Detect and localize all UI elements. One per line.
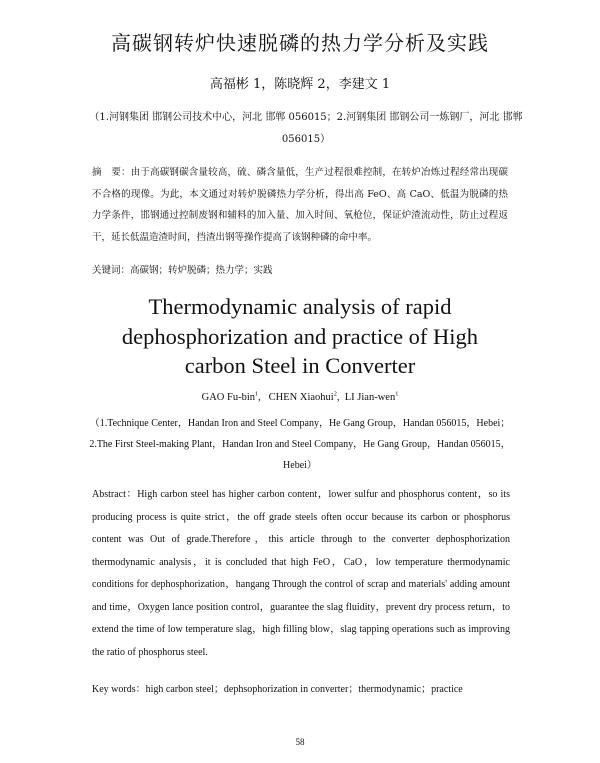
chinese-keywords-text: 高碳钢；转炉脱磷；热力学；实践 (130, 265, 273, 276)
english-author-2: CHEN Xiaohui (268, 392, 334, 403)
english-keywords-text: high carbon steel；dephsophorization in converter；thermodynamic；practice (145, 684, 463, 695)
english-abstract (92, 484, 510, 664)
chinese-keywords (92, 263, 508, 279)
english-title-line-1: Thermodynamic analysis of rapid (148, 294, 452, 319)
english-affiliation: （1.Technique Center，Handan Iron and Steel Company，He Gang Group，Handan 056015，Hebei；2.The First Steel-making Plant，Handan Iron and Steel Company，He Gang Group，Handan 056015，Hebei） (89, 418, 511, 471)
english-author-2-sup: 2 (333, 390, 337, 398)
chinese-abstract (92, 162, 508, 248)
page-number: 58 (295, 737, 305, 747)
english-abstract-label: Abstract： (92, 489, 138, 500)
english-author-1: GAO Fu-bin (201, 392, 256, 403)
chinese-affiliation: （1.河钢集团 邯钢公司技术中心，河北 邯郸 056015；2.河钢集团 邯钢公司一炼钢厂，河北 邯郸 056015） (89, 112, 523, 145)
english-title-line-3: carbon Steel in Converter (184, 353, 416, 378)
english-title-line-2: dephosphorization and practice of High (121, 323, 479, 349)
english-author-3: LI Jian-wen (344, 392, 396, 403)
chinese-abstract-label: 摘 要： (92, 167, 131, 178)
english-keywords-label: Key words： (92, 684, 146, 695)
chinese-authors: 高福彬 1，陈晓辉 2，李建文 1 (209, 77, 391, 92)
chinese-abstract-text: 由于高碳钢碳含量较高，硫、磷含量低，生产过程很难控制，在转炉冶炼过程经常出现碳不合格的现像。为此，本文通过对转炉脱磷热力学分析，得出高 FeO、高 CaO、低温为脱磷的热力学条件，邯钢通过控制废钢和辅料的加入量、加入时间、氧枪位，保证炉渣流动性，防止过程返干，延长低温造渣时间，挡渣出钢等操作提高了该钢种磷的命中率。 (92, 167, 508, 243)
english-author-1-sup: 1 (255, 390, 259, 398)
english-abstract-text: High carbon steel has higher carbon content，lower sulfur and phosphorus content，so its producing process is quite strict，the off grade steels often occur because its carbon or phosphorus content was Out of grade.Therefore，this article through to the converter dephosphorization thermodynamic analysis，it is concluded that high FeO，CaO，low temperature thermodynamic conditions for dephosphorization，hangang Through the control of scrap and materials' adding amount and time，Oxygen lance position control，guarantee the slag fluidity，prevent dry process return，to extend the time of low temperature slag，high filling blow，slag tapping operations such as improving the ratio of phosphorus steel. (92, 489, 510, 658)
chinese-title: 高碳钢转炉快速脱磷的热力学分析及实践 (111, 31, 489, 55)
english-keywords (92, 683, 510, 697)
english-authors: GAO Fu-bin$^1$, CHEN Xiaohui$^2$, LI Jian-wen$^1$ (201, 390, 399, 403)
english-title (60, 292, 540, 381)
chinese-keywords-label: 关键词： (92, 265, 131, 276)
english-author-3-sup: 1 (395, 390, 399, 398)
